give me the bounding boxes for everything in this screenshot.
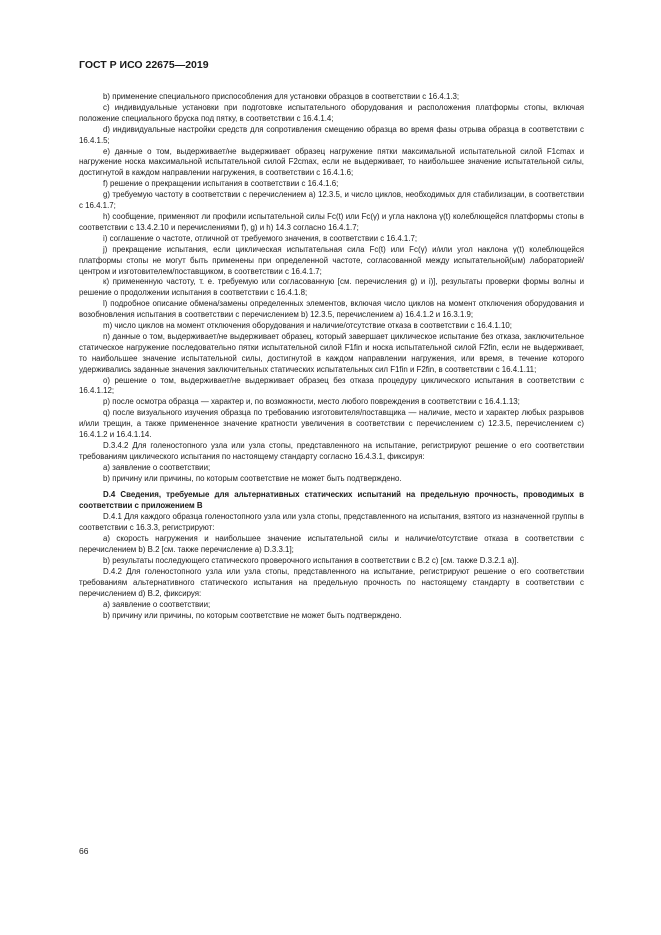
paragraph: D.4.1 Для каждого образца голеностопного узла или узла стопы, представленного на испытания, взятого из назначенной группы в соответствии с 16.3.3, регистрируют: [79,512,584,533]
paragraph: n) данные о том, выдерживает/не выдерживает образец, который завершает циклическое испытание без отказа, заключительное статическое нагружение последовательно пятки испытательной силой F1fin и носка испытательной силой F2fin, если не выдерживает, то наибольшее значение испытательной силы, достигнутой в каждом направлении нагружения, или время, в течение которого удерживались заданные значения заключительных статических испытательных сил F1fin и F2fin, в соответствии с 16.4.1.11; [79,331,584,374]
document-header: ГОСТ Р ИСО 22675—2019 [79,59,209,71]
paragraph: е) данные о том, выдерживает/не выдерживает образец нагружение пятки максимальной испытательной силой F1cmax и нагружение носка максимальной испытательной силой F2cmax, если не выдерживает, то наибольшее значение испытательной силы, достигнутой в каждом направлении нагружения, в соответствии с 16.4.1.6; [79,146,584,178]
paragraph: f) решение о прекращении испытания в соответствии с 16.4.1.6; [103,179,339,189]
section-heading: D.4 Сведения, требуемые для альтернативных статических испытаний на предельную прочность, проводимых в соответствии с приложением В [79,489,584,510]
paragraph: о) решение о том, выдерживает/не выдерживает образец без отказа процедуру циклического испытания в соответствии с 16.4.1.12; [79,375,584,396]
page-number: 66 [79,846,89,856]
paragraph: D.3.4.2 Для голеностопного узла или узла стопы, представленного на испытание, регистрируют решение о его соответствии требованиям циклического испытания по настоящему стандарту согласно 16.4.3.1, фиксируя: [79,441,584,461]
paragraph: D.4.2 Для голеностопного узла или узла стопы, представленного на испытание, регистрируют решение о его соответствии требованиям альтернативного статического испытания на предельную прочность по настоящему стандарту в соответствии с перечислением d) В.2, фиксируя: [79,566,584,598]
document-body [79,92,584,622]
paragraph: d) индивидуальные настройки средств для сопротивления смещению образца во время фазы отрыва образца в соответствии с 16.4.1.5; [79,124,584,145]
paragraph: l) подробное описание обмена/замены определенных элементов, включая число циклов на момент отключения оборудования и возобновления испытания в соответствии с перечислением b) 12.3.5, перечислением а) 16.4.1.2 и 16.3.1.9; [79,299,584,320]
paragraph: с) индивидуальные установки при подготовке испытательного оборудования и расположения платформы стопы, включая положение специального бруска под пятку, в соответствии с 16.4.1.4; [79,102,584,123]
paragraph: m) число циклов на момент отключения оборудования и наличие/отсутствие отказа в соответствии с 16.4.1.10; [103,321,512,331]
paragraph: h) сообщение, применяют ли профили испытательной силы Fc(t) или Fc(γ) и угла наклона γ(t) колеблющейся платформы стопы в соответствии с 13.4.2.10 и перечислениями f), g) и h) 14.3 согласно 16.4.1.7; [79,211,584,232]
paragraph: b) причину или причины, по которым соответствие не может быть подтверждено. [103,473,402,483]
paragraph: j) прекращение испытания, если циклическая испытательная сила Fc(t) или Fc(γ) и/или угол наклона γ(t) колеблющейся платформы стопы не могут быть применены при определенной частоте, согласованной между испытательной(ым) лабораторией/центром и изготовителем/поставщиком, в соответствии с 16.4.1.7; [79,244,584,276]
paragraph: q) после визуального изучения образца по требованию изготовителя/поставщика — наличие, место и характер любых разрывов и/или трещин, а также примененное значение кратности увеличения в соответствии с перечислением с) 12.3.5, перечислением с) 16.4.1.2 и 16.4.1.14. [79,408,584,440]
paragraph: а) скорость нагружения и наибольшее значение испытательной силы и наличие/отсутствие отказа в соответствии с перечислением b) В.2 [см. также перечисление а) D.3.3.1]; [79,534,584,555]
paragraph: b) результаты последующего статического проверочного испытания в соответствии с В.2 с) [см. также D.3.2.1 а)]. [103,556,519,566]
paragraph: р) после осмотра образца — характер и, по возможности, место любого повреждения в соответствии с 16.4.1.13; [103,397,520,407]
paragraph: к) примененную частоту, т. е. требуемую или согласованную [см. перечисления g) и i)], результаты проверки формы волны и решение о продолжении испытания в соответствии с 16.4.1.8; [79,277,584,298]
paragraph: а) заявление о соответствии; [103,462,211,472]
paragraph: b) причину или причины, по которым соответствие не может быть подтверждено. [103,610,402,620]
paragraph: b) применение специального приспособления для установки образцов в соответствии с 16.4.1.3; [103,92,460,101]
paragraph: g) требуемую частоту в соответствии с перечислением а) 12.3.5, и число циклов, необходимых для стабилизации, в соответствии с 16.4.1.7; [79,190,584,211]
paragraph: а) заявление о соответствии; [103,599,211,609]
paragraph: i) соглашение о частоте, отличной от требуемого значения, в соответствии с 16.4.1.7; [103,233,418,243]
